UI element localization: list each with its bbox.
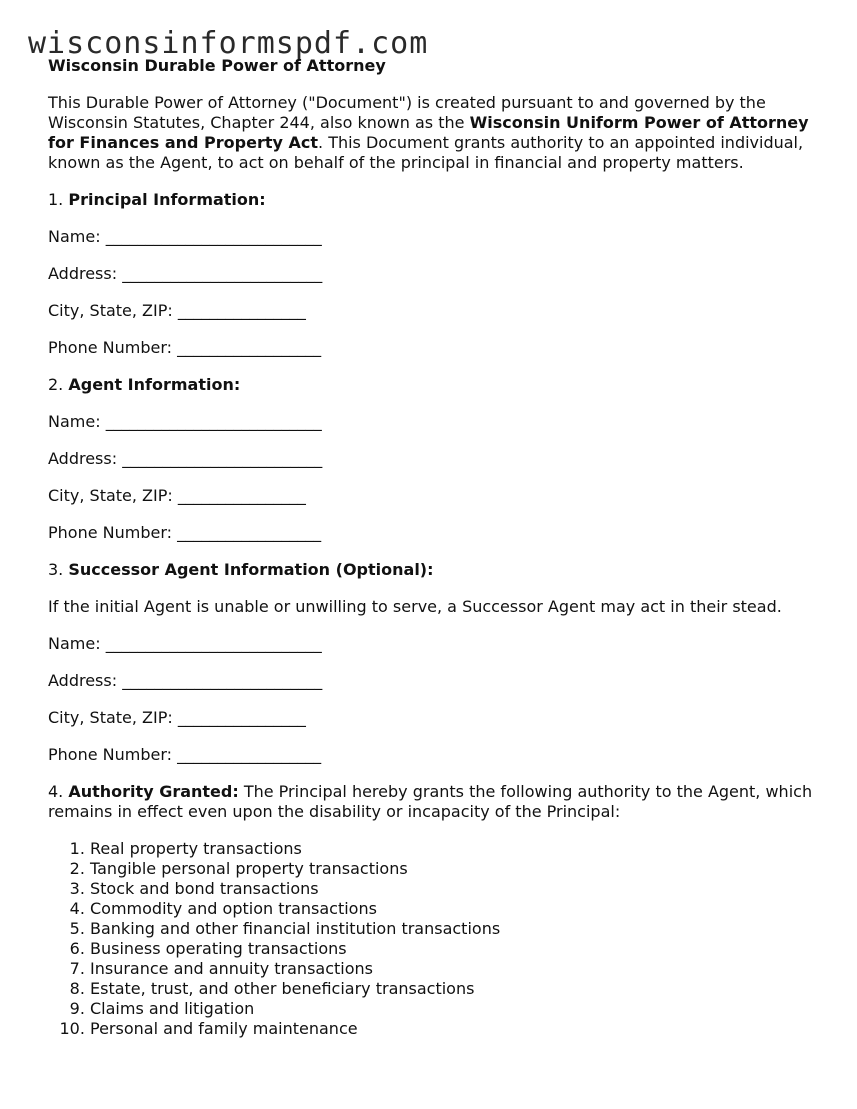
field-blank[interactable]: ___________________________ xyxy=(105,412,322,431)
principal-phone-field[interactable] xyxy=(48,338,828,358)
field-blank[interactable]: ___________________________ xyxy=(105,634,322,653)
list-item: 2. Tangible personal property transactions xyxy=(90,859,828,879)
field-label: Name: xyxy=(48,412,101,431)
list-item: 8. Estate, trust, and other beneficiary transactions xyxy=(90,979,828,999)
list-item: 10. Personal and family maintenance xyxy=(90,1019,828,1039)
principal-name-field[interactable] xyxy=(48,227,828,247)
field-blank[interactable]: _________________________ xyxy=(122,671,323,690)
section-title: Agent Information: xyxy=(68,375,241,394)
section-number: 1. xyxy=(48,190,64,209)
field-label: Address: xyxy=(48,449,118,468)
principal-address-field[interactable] xyxy=(48,264,828,284)
authority-text: The Principal hereby grants the following authority to the Agent, which remains in effect even upon the disability or incapacity of the Principal: xyxy=(48,782,813,821)
successor-phone-field[interactable] xyxy=(48,745,828,765)
field-label: Address: xyxy=(48,264,118,283)
section-title: Successor Agent Information (Optional): xyxy=(68,560,434,579)
intro-paragraph xyxy=(48,93,828,173)
successor-city-field[interactable] xyxy=(48,708,828,728)
list-item: 9. Claims and litigation xyxy=(90,999,828,1019)
field-label: Address: xyxy=(48,671,118,690)
section-agent-heading xyxy=(48,375,828,395)
agent-address-field[interactable] xyxy=(48,449,828,469)
field-blank[interactable]: ________________ xyxy=(177,486,306,505)
field-label: Name: xyxy=(48,634,101,653)
field-label: City, State, ZIP: xyxy=(48,708,173,727)
field-blank[interactable]: __________________ xyxy=(177,338,322,357)
act-name: Wisconsin Uniform Power of Attorney for Finances and Property Act xyxy=(48,113,809,152)
field-label: Name: xyxy=(48,227,101,246)
section-authority-paragraph xyxy=(48,782,828,822)
list-item: 5. Banking and other financial institution transactions xyxy=(90,919,828,939)
section-successor-heading xyxy=(48,560,828,580)
list-item: 3. Stock and bond transactions xyxy=(90,879,828,899)
field-label: Phone Number: xyxy=(48,745,173,764)
intro-text-1: This Durable Power of Attorney ("Document") is created pursuant to and governed by the Wisconsin Statutes, Chapter 244, also known as the xyxy=(48,93,766,132)
list-item: 1. Real property transactions xyxy=(90,839,828,859)
successor-name-field[interactable] xyxy=(48,634,828,654)
authority-list xyxy=(48,839,828,1039)
field-blank[interactable]: _________________________ xyxy=(122,264,323,283)
agent-phone-field[interactable] xyxy=(48,523,828,543)
section-number: 4. xyxy=(48,782,64,801)
field-blank[interactable]: _________________________ xyxy=(122,449,323,468)
section-title: Authority Granted: xyxy=(68,782,239,801)
field-label: City, State, ZIP: xyxy=(48,301,173,320)
section-principal-heading xyxy=(48,190,828,210)
field-blank[interactable]: ___________________________ xyxy=(105,227,322,246)
list-item: 7. Insurance and annuity transactions xyxy=(90,959,828,979)
document-body xyxy=(48,55,828,1039)
watermark: wisconsinformspdf.com xyxy=(28,26,429,61)
intro-text-2: . This Document grants authority to an appointed individual, known as the Agent, to act on behalf of the principal in financial and property matters. xyxy=(48,133,804,172)
field-blank[interactable]: __________________ xyxy=(177,523,322,542)
successor-note: If the initial Agent is unable or unwilling to serve, a Successor Agent may act in their stead. xyxy=(48,597,782,616)
list-item: 4. Commodity and option transactions xyxy=(90,899,828,919)
section-number: 2. xyxy=(48,375,64,394)
section-number: 3. xyxy=(48,560,64,579)
field-label: City, State, ZIP: xyxy=(48,486,173,505)
agent-city-field[interactable] xyxy=(48,486,828,506)
principal-city-field[interactable] xyxy=(48,301,828,321)
agent-name-field[interactable] xyxy=(48,412,828,432)
section-title: Principal Information: xyxy=(68,190,266,209)
field-blank[interactable]: __________________ xyxy=(177,745,322,764)
list-item: 6. Business operating transactions xyxy=(90,939,828,959)
field-label: Phone Number: xyxy=(48,523,173,542)
successor-address-field[interactable] xyxy=(48,671,828,691)
document-title: Wisconsin Durable Power of Attorney xyxy=(48,56,386,75)
field-blank[interactable]: ________________ xyxy=(177,301,306,320)
field-label: Phone Number: xyxy=(48,338,173,357)
field-blank[interactable]: ________________ xyxy=(177,708,306,727)
